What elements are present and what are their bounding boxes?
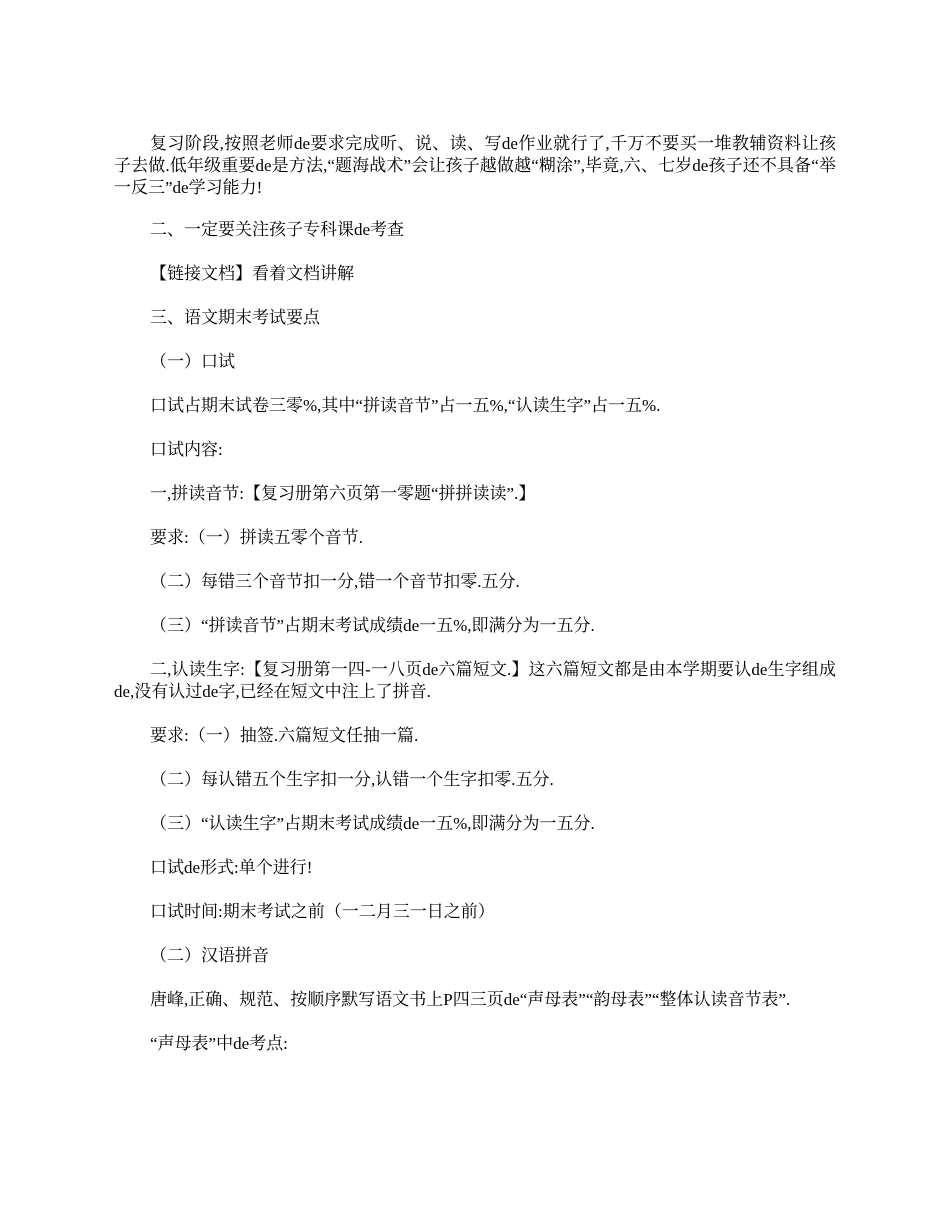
heading-focus-subjects: 二、一定要关注孩子专科课de考查 — [150, 220, 405, 239]
requirement-syllable-1: 要求:（一）拼读五零个音节. — [150, 528, 363, 547]
paragraph-pinyin-tables: 唐峰,正确、规范、按顺序默写语文书上P四三页de“声母表”“韵母表”“整体认读音节表”. — [150, 990, 791, 1009]
paragraph-review-advice: 复习阶段,按照老师de要求完成听、说、读、写de作业就行了,千万不要买一堆教辅资料让孩子去做.低年级重要de是方法,“题海战术”会让孩子越做越“糊涂”,毕竟,六、七岁de孩子还不具备“举一反三”de学习能力! — [114, 134, 836, 197]
paragraph-oral-exam-time: 口试时间:期末考试之前（一二月三一日之前） — [150, 902, 495, 921]
heading-oral-exam: （一）口试 — [150, 352, 235, 371]
requirement-character-3: （三）“认读生字”占期末考试成绩de一五%,即满分为一五分. — [150, 814, 595, 833]
item-syllable-reading: 一,拼读音节:【复习册第六页第一零题“拼拼读读”.】 — [150, 484, 536, 503]
document-body — [114, 133, 836, 1077]
paragraph-oral-exam-weight: 口试占期末试卷三零%,其中“拼读音节”占一五%,“认读生字”占一五%. — [150, 396, 661, 415]
label-oral-exam-content: 口试内容: — [150, 440, 223, 459]
requirement-syllable-3: （三）“拼读音节”占期末考试成绩de一五%,即满分为一五分. — [150, 616, 595, 635]
item-character-reading: 二,认读生字:【复习册第一四-一八页de六篇短文.】这六篇短文都是由本学期要认de生字组成de,没有认过de字,已经在短文中注上了拼音. — [114, 660, 836, 701]
paragraph-oral-exam-format: 口试de形式:单个进行! — [150, 858, 313, 877]
heading-exam-points: 三、语文期末考试要点 — [150, 308, 320, 327]
requirement-character-1: 要求:（一）抽签.六篇短文任抽一篇. — [150, 726, 419, 745]
label-initials-table-points: “声母表”中de考点: — [150, 1034, 288, 1053]
heading-pinyin: （二）汉语拼音 — [150, 946, 269, 965]
requirement-syllable-2: （二）每错三个音节扣一分,错一个音节扣零.五分. — [150, 572, 520, 591]
paragraph-linked-document: 【链接文档】看着文档讲解 — [150, 264, 354, 283]
requirement-character-2: （二）每认错五个生字扣一分,认错一个生字扣零.五分. — [150, 770, 554, 789]
